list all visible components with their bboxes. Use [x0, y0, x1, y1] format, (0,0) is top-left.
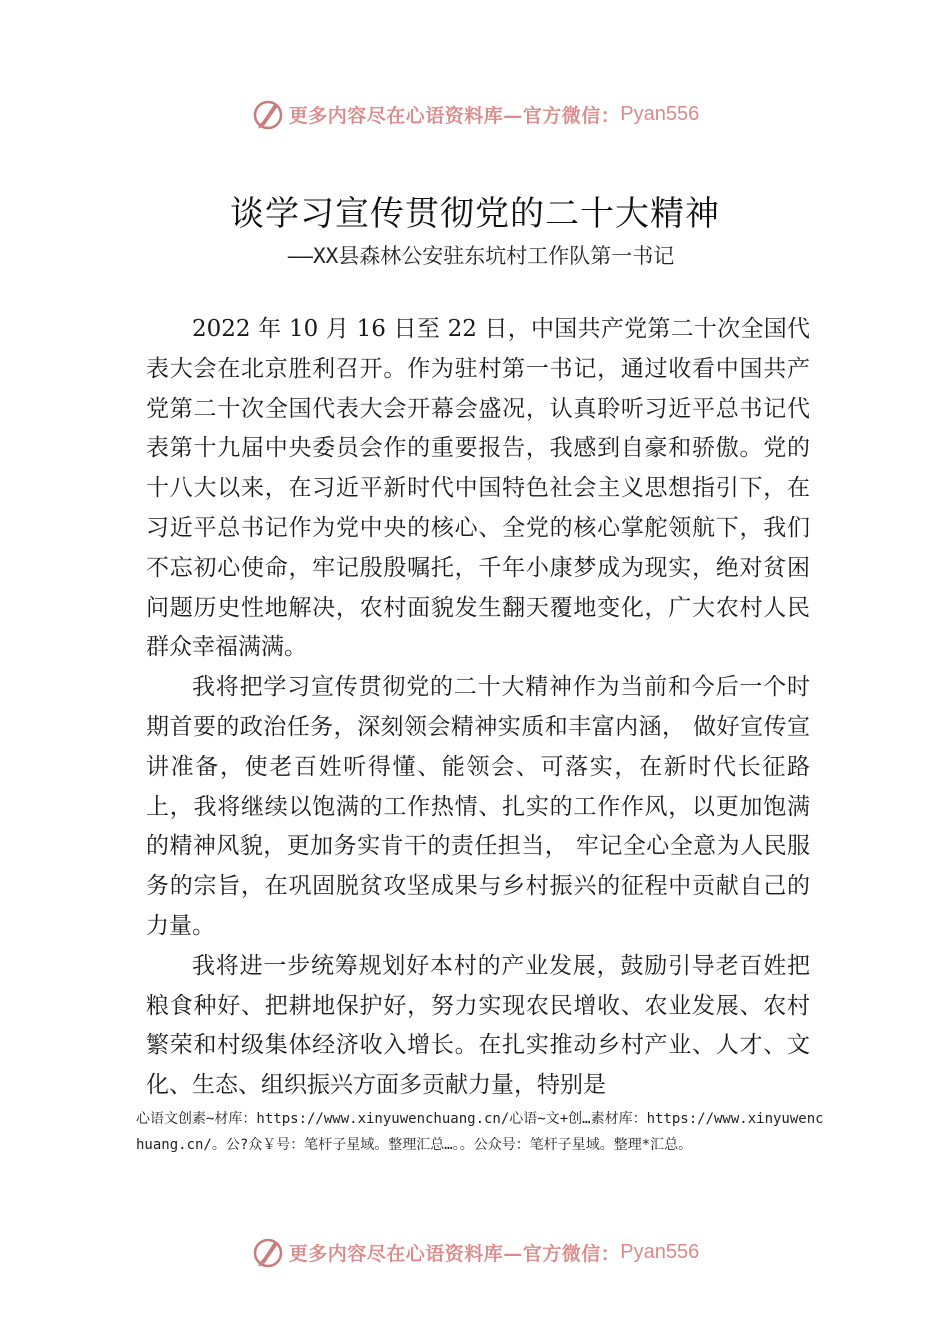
footnote-watermark-text: 心语文创素~材库：https://www.xinyuwenchuang.cn/心语~文+创…素材库：https://www.xinyuwenchuang.cn/。公?众￥号：笔杆子星域。整理汇总…。。公众号：笔杆子星域。整理*汇总。: [136, 1111, 824, 1153]
paragraph: 我将把学习宣传贯彻党的二十大精神作为当前和今后一个时期首要的政治任务，深刻领会精神实质和丰富内涵， 做好宣传宣讲准备，使老百姓听得懂、能领会、可落实，在新时代长征路上，我将继续以饱满的工作热情、扎实的工作作风，以更加饱满的精神风貌，更加务实肯干的责任担当， 牢记全心全意为人民服务的宗旨，在巩固脱贫攻坚成果与乡村振兴的征程中贡献自己的力量。: [146, 674, 810, 939]
quill-pen-logo-icon: [251, 97, 285, 131]
document-body: [146, 310, 810, 1106]
header-wechat-id: Pyan556: [620, 102, 700, 125]
header-banner: [0, 94, 950, 134]
footer-banner-text: 更多内容尽在心语资料库—官方微信：: [288, 1242, 621, 1265]
paragraph: 我将进一步统筹规划好本村的产业发展，鼓励引导老百姓把粮食种好、把耕地保护好，努力实现农民增收、农业发展、农村繁荣和村级集体经济收入增长。在扎实推动乡村产业、人才、文化、生态、组织振兴方面多贡献力量，特别是: [146, 952, 810, 1099]
document-subtitle: ——XX县森林公安驻东坑村工作队第一书记: [287, 244, 675, 268]
paragraph: 2022 年 10 月 16 日至 22 日，中国共产党第二十次全国代表大会在北京胜利召开。作为驻村第一书记，通过收看中国共产党第二十次全国代表大会开幕会盛况，认真聆听习近平总书记代表第十九届中央委员会作的重要报告，我感到自豪和骄傲。党的十八大以来，在习近平新时代中国特色社会主义思想指引下，在习近平总书记作为党中央的核心、全党的核心掌舵领航下，我们不忘初心使命，牢记殷殷嘱托，千年小康梦成为现实，绝对贫困问题历史性地解决，农村面貌发生翻天覆地变化，广大农村人民群众幸福满满。: [146, 316, 810, 661]
document-title: 谈学习宣传贯彻党的二十大精神: [230, 194, 720, 234]
header-banner-text: 更多内容尽在心语资料库—官方微信：: [288, 104, 621, 127]
quill-pen-logo-icon: [251, 1235, 285, 1269]
footer-wechat-id: Pyan556: [620, 1240, 700, 1263]
footer-banner: [0, 1232, 950, 1272]
